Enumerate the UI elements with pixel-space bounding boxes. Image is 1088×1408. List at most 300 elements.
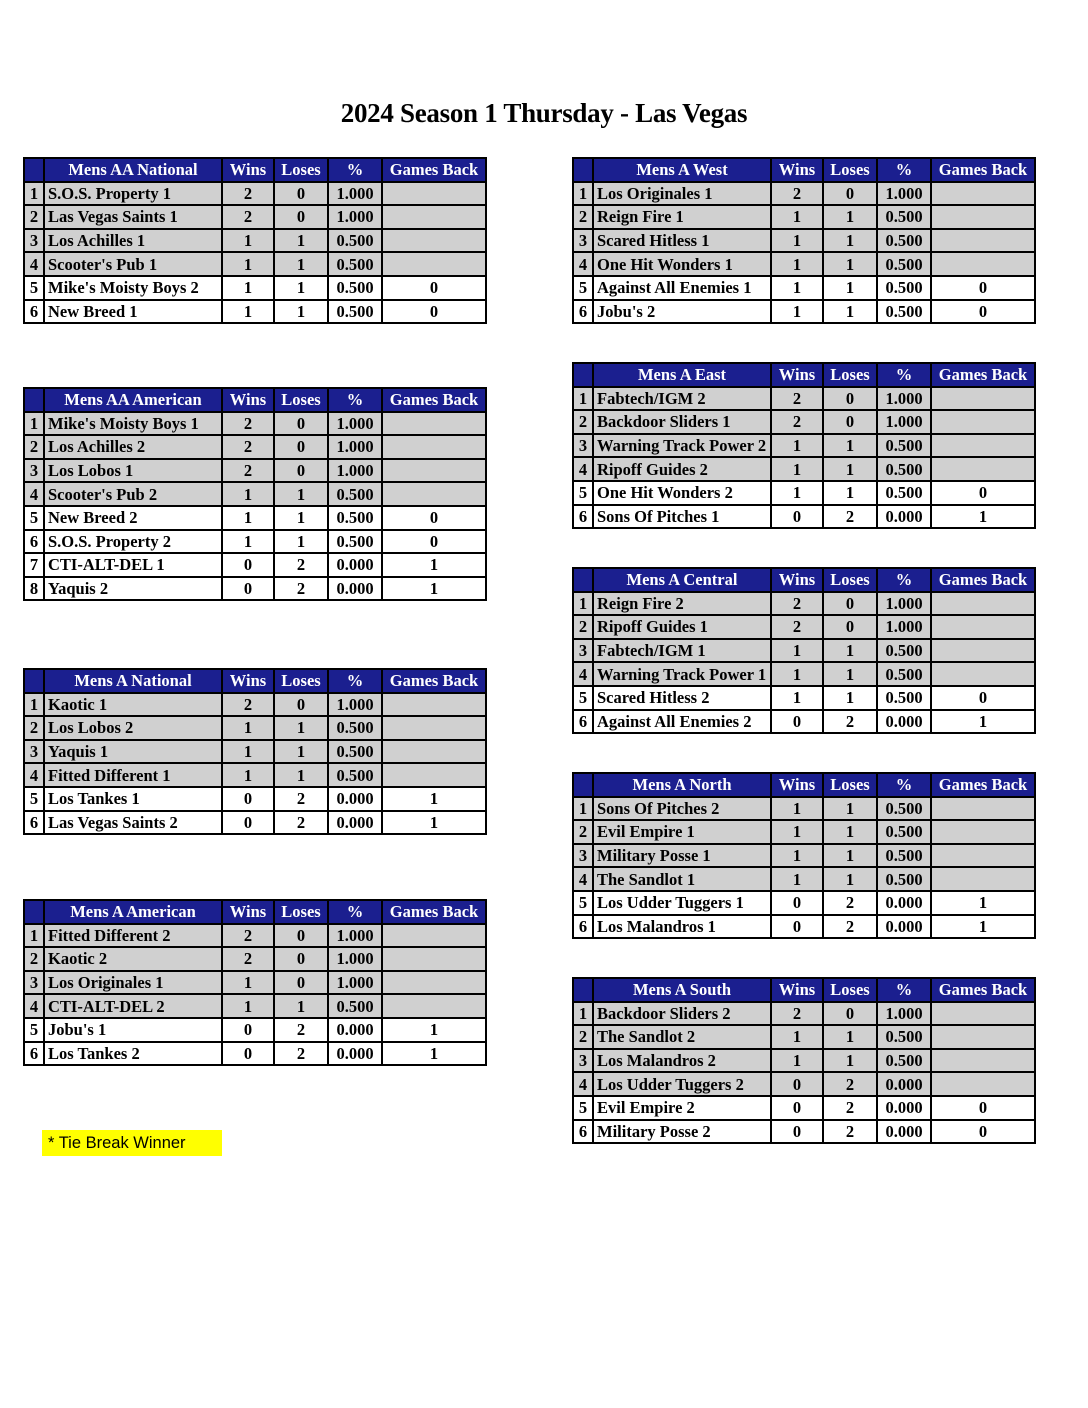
rank-header [24, 388, 44, 412]
team-name: One Hit Wonders 2 [593, 481, 771, 505]
pct-cell: 0.500 [877, 844, 931, 868]
wins-header: Wins [771, 158, 823, 182]
wins-cell: 1 [771, 300, 823, 324]
division-name: Mens A National [44, 669, 222, 693]
games-back-cell [382, 693, 486, 717]
loses-cell: 1 [274, 530, 328, 554]
loses-cell: 1 [823, 434, 877, 458]
rank-cell: 2 [24, 716, 44, 740]
wins-cell: 1 [771, 639, 823, 663]
rank-header [24, 900, 44, 924]
rank-cell: 5 [573, 1096, 593, 1120]
table-row [24, 553, 486, 577]
rank-cell: 4 [573, 252, 593, 276]
table-row [573, 710, 1035, 734]
wins-cell: 1 [771, 1049, 823, 1073]
rank-cell: 6 [24, 811, 44, 835]
team-name: Los Achilles 1 [44, 229, 222, 253]
games-back-cell [931, 182, 1035, 206]
team-name: The Sandlot 2 [593, 1025, 771, 1049]
loses-cell: 2 [274, 1042, 328, 1066]
pct-header: % [328, 669, 382, 693]
pct-cell: 0.500 [328, 229, 382, 253]
loses-cell: 2 [274, 1018, 328, 1042]
table-row [573, 434, 1035, 458]
games-back-cell [931, 1049, 1035, 1073]
loses-cell: 1 [823, 205, 877, 229]
loses-cell: 0 [823, 387, 877, 411]
rank-cell: 6 [573, 915, 593, 939]
loses-cell: 0 [274, 947, 328, 971]
wins-header: Wins [222, 900, 274, 924]
team-name: Yaquis 1 [44, 740, 222, 764]
wins-cell: 0 [771, 505, 823, 529]
loses-cell: 1 [823, 481, 877, 505]
rank-cell: 1 [24, 693, 44, 717]
pct-cell: 1.000 [877, 387, 931, 411]
loses-cell: 2 [274, 553, 328, 577]
loses-header: Loses [823, 773, 877, 797]
pct-header: % [877, 363, 931, 387]
tie-break-legend: * Tie Break Winner [42, 1130, 222, 1156]
table-row [24, 252, 486, 276]
games-back-cell [382, 716, 486, 740]
pct-cell: 1.000 [328, 971, 382, 995]
rank-cell: 5 [24, 1018, 44, 1042]
games-back-cell [382, 971, 486, 995]
games-back-cell [382, 205, 486, 229]
pct-cell: 0.500 [877, 229, 931, 253]
wins-cell: 2 [222, 182, 274, 206]
pct-cell: 0.500 [328, 252, 382, 276]
pct-header: % [328, 158, 382, 182]
pct-cell: 0.500 [877, 867, 931, 891]
pct-cell: 0.500 [877, 686, 931, 710]
team-name: Warning Track Power 1 [593, 662, 771, 686]
loses-cell: 1 [274, 740, 328, 764]
rank-header [24, 158, 44, 182]
wins-cell: 1 [771, 205, 823, 229]
team-name: Ripoff Guides 1 [593, 615, 771, 639]
table-row [573, 410, 1035, 434]
pct-cell: 1.000 [328, 693, 382, 717]
team-name: Reign Fire 1 [593, 205, 771, 229]
games-back-cell: 0 [931, 686, 1035, 710]
loses-cell: 0 [823, 592, 877, 616]
loses-cell: 1 [274, 763, 328, 787]
table-row [573, 229, 1035, 253]
rank-header [573, 158, 593, 182]
pct-cell: 0.500 [877, 1049, 931, 1073]
team-name: Los Malandros 2 [593, 1049, 771, 1073]
loses-cell: 0 [274, 924, 328, 948]
games-back-cell: 1 [382, 811, 486, 835]
wins-cell: 0 [222, 577, 274, 601]
pct-cell: 0.000 [328, 1018, 382, 1042]
team-name: Fitted Different 1 [44, 763, 222, 787]
page-title: 2024 Season 1 Thursday - Las Vegas [340, 98, 748, 128]
wins-cell: 1 [222, 229, 274, 253]
team-name: S.O.S. Property 2 [44, 530, 222, 554]
table-row [24, 459, 486, 483]
pct-cell: 1.000 [877, 1002, 931, 1026]
wins-cell: 0 [771, 1072, 823, 1096]
team-name: Mike's Moisty Boys 1 [44, 412, 222, 436]
table-row [24, 971, 486, 995]
table-row [573, 505, 1035, 529]
wins-cell: 1 [771, 797, 823, 821]
pct-cell: 0.000 [877, 505, 931, 529]
wins-cell: 0 [771, 891, 823, 915]
division-name: Mens AA National [44, 158, 222, 182]
games-back-header: Games Back [931, 568, 1035, 592]
pct-cell: 0.500 [328, 482, 382, 506]
wins-cell: 2 [771, 182, 823, 206]
team-name: New Breed 2 [44, 506, 222, 530]
rank-cell: 5 [24, 787, 44, 811]
team-name: New Breed 1 [44, 300, 222, 324]
division-name: Mens A American [44, 900, 222, 924]
team-name: Los Udder Tuggers 2 [593, 1072, 771, 1096]
loses-header: Loses [274, 158, 328, 182]
wins-cell: 0 [222, 1018, 274, 1042]
wins-cell: 1 [771, 252, 823, 276]
loses-cell: 1 [274, 252, 328, 276]
loses-cell: 1 [274, 482, 328, 506]
team-name: Evil Empire 2 [593, 1096, 771, 1120]
wins-cell: 2 [771, 615, 823, 639]
pct-header: % [877, 568, 931, 592]
loses-cell: 1 [274, 994, 328, 1018]
games-back-cell [931, 410, 1035, 434]
loses-cell: 0 [274, 182, 328, 206]
pct-cell: 0.500 [877, 205, 931, 229]
wins-cell: 1 [222, 763, 274, 787]
team-name: Reign Fire 2 [593, 592, 771, 616]
loses-cell: 1 [823, 686, 877, 710]
team-name: Backdoor Sliders 1 [593, 410, 771, 434]
rank-cell: 8 [24, 577, 44, 601]
table-row [24, 435, 486, 459]
rank-cell: 6 [24, 530, 44, 554]
wins-cell: 2 [222, 459, 274, 483]
games-back-cell [382, 459, 486, 483]
games-back-cell [931, 615, 1035, 639]
loses-cell: 1 [823, 276, 877, 300]
rank-cell: 2 [24, 435, 44, 459]
games-back-cell: 1 [931, 891, 1035, 915]
wins-cell: 2 [222, 205, 274, 229]
table-row [573, 820, 1035, 844]
pct-cell: 0.500 [328, 763, 382, 787]
table-row [24, 763, 486, 787]
wins-cell: 0 [222, 1042, 274, 1066]
table-header-row [24, 900, 486, 924]
loses-cell: 0 [274, 459, 328, 483]
loses-cell: 1 [274, 229, 328, 253]
table-row [573, 1049, 1035, 1073]
games-back-cell: 0 [382, 300, 486, 324]
loses-cell: 1 [823, 229, 877, 253]
team-name: CTI-ALT-DEL 1 [44, 553, 222, 577]
games-back-cell [931, 205, 1035, 229]
wins-cell: 0 [222, 787, 274, 811]
games-back-header: Games Back [931, 773, 1035, 797]
rank-cell: 6 [24, 300, 44, 324]
games-back-cell: 1 [931, 505, 1035, 529]
loses-cell: 0 [274, 971, 328, 995]
wins-cell: 0 [222, 811, 274, 835]
team-name: Sons Of Pitches 1 [593, 505, 771, 529]
rank-cell: 4 [573, 457, 593, 481]
wins-cell: 1 [222, 994, 274, 1018]
rank-cell: 7 [24, 553, 44, 577]
wins-cell: 1 [222, 506, 274, 530]
table-row [573, 252, 1035, 276]
wins-cell: 0 [771, 1096, 823, 1120]
games-back-header: Games Back [382, 900, 486, 924]
team-name: Scared Hitless 2 [593, 686, 771, 710]
pct-cell: 1.000 [877, 410, 931, 434]
rank-cell: 1 [24, 924, 44, 948]
rank-cell: 1 [24, 412, 44, 436]
table-row [573, 686, 1035, 710]
table-header-row [24, 158, 486, 182]
rank-cell: 1 [24, 182, 44, 206]
games-back-cell: 0 [931, 1120, 1035, 1144]
standings-table [572, 362, 1036, 529]
loses-header: Loses [823, 363, 877, 387]
loses-cell: 1 [274, 276, 328, 300]
wins-cell: 1 [222, 482, 274, 506]
pct-cell: 0.500 [328, 530, 382, 554]
games-back-cell [931, 639, 1035, 663]
table-row [573, 276, 1035, 300]
rank-cell: 1 [573, 592, 593, 616]
wins-cell: 2 [222, 435, 274, 459]
rank-cell: 4 [24, 482, 44, 506]
team-name: Los Udder Tuggers 1 [593, 891, 771, 915]
table-row [573, 205, 1035, 229]
loses-header: Loses [823, 158, 877, 182]
loses-cell: 0 [823, 1002, 877, 1026]
games-back-cell: 0 [931, 300, 1035, 324]
table-row [24, 787, 486, 811]
games-back-cell [931, 844, 1035, 868]
wins-cell: 1 [771, 844, 823, 868]
games-back-cell [931, 662, 1035, 686]
pct-cell: 0.000 [877, 1072, 931, 1096]
table-row [573, 639, 1035, 663]
pct-cell: 1.000 [328, 435, 382, 459]
table-row [573, 915, 1035, 939]
pct-cell: 1.000 [877, 592, 931, 616]
games-back-cell: 1 [931, 710, 1035, 734]
pct-cell: 0.500 [877, 276, 931, 300]
team-name: Yaquis 2 [44, 577, 222, 601]
table-header-row [24, 669, 486, 693]
division-name: Mens A West [593, 158, 771, 182]
rank-cell: 6 [573, 1120, 593, 1144]
team-name: Evil Empire 1 [593, 820, 771, 844]
division-name: Mens A East [593, 363, 771, 387]
team-name: Las Vegas Saints 2 [44, 811, 222, 835]
games-back-cell: 0 [931, 1096, 1035, 1120]
wins-cell: 1 [222, 252, 274, 276]
table-row [24, 994, 486, 1018]
games-back-cell: 0 [931, 481, 1035, 505]
pct-cell: 0.500 [328, 740, 382, 764]
table-row [24, 811, 486, 835]
rank-cell: 4 [573, 1072, 593, 1096]
team-name: Los Malandros 1 [593, 915, 771, 939]
wins-cell: 2 [222, 947, 274, 971]
games-back-cell [931, 867, 1035, 891]
wins-cell: 1 [222, 276, 274, 300]
team-name: CTI-ALT-DEL 2 [44, 994, 222, 1018]
games-back-header: Games Back [382, 669, 486, 693]
wins-cell: 2 [771, 1002, 823, 1026]
games-back-cell: 1 [382, 553, 486, 577]
wins-cell: 1 [771, 276, 823, 300]
pct-cell: 0.000 [328, 553, 382, 577]
table-row [573, 592, 1035, 616]
table-row [24, 229, 486, 253]
games-back-cell [931, 457, 1035, 481]
table-row [573, 797, 1035, 821]
games-back-cell [931, 387, 1035, 411]
games-back-cell [931, 252, 1035, 276]
wins-header: Wins [771, 978, 823, 1002]
wins-cell: 2 [222, 412, 274, 436]
standings-table [572, 977, 1036, 1144]
rank-cell: 2 [573, 205, 593, 229]
rank-cell: 4 [24, 763, 44, 787]
wins-cell: 0 [771, 1120, 823, 1144]
loses-cell: 1 [823, 662, 877, 686]
loses-cell: 1 [823, 797, 877, 821]
table-row [573, 1120, 1035, 1144]
wins-cell: 1 [771, 229, 823, 253]
team-name: Los Lobos 1 [44, 459, 222, 483]
team-name: Fabtech/IGM 1 [593, 639, 771, 663]
pct-cell: 0.500 [877, 1025, 931, 1049]
wins-cell: 0 [222, 553, 274, 577]
team-name: Scooter's Pub 1 [44, 252, 222, 276]
games-back-cell [382, 947, 486, 971]
table-row [24, 276, 486, 300]
table-row [573, 1002, 1035, 1026]
pct-cell: 0.000 [877, 891, 931, 915]
pct-cell: 0.500 [328, 276, 382, 300]
rank-cell: 2 [573, 615, 593, 639]
team-name: The Sandlot 1 [593, 867, 771, 891]
loses-cell: 0 [274, 435, 328, 459]
table-row [24, 482, 486, 506]
rank-cell: 5 [573, 276, 593, 300]
games-back-cell: 0 [382, 506, 486, 530]
team-name: Los Tankes 1 [44, 787, 222, 811]
rank-cell: 3 [24, 740, 44, 764]
pct-cell: 0.000 [877, 710, 931, 734]
team-name: Kaotic 2 [44, 947, 222, 971]
loses-cell: 1 [823, 457, 877, 481]
rank-cell: 2 [573, 410, 593, 434]
wins-header: Wins [771, 773, 823, 797]
team-name: Ripoff Guides 2 [593, 457, 771, 481]
loses-header: Loses [274, 669, 328, 693]
loses-cell: 2 [823, 915, 877, 939]
pct-cell: 0.500 [877, 639, 931, 663]
games-back-cell [382, 994, 486, 1018]
pct-cell: 1.000 [328, 205, 382, 229]
rank-header [573, 568, 593, 592]
wins-header: Wins [222, 388, 274, 412]
table-row [24, 577, 486, 601]
table-row [24, 947, 486, 971]
games-back-cell: 1 [382, 1042, 486, 1066]
team-name: Fitted Different 2 [44, 924, 222, 948]
team-name: Fabtech/IGM 2 [593, 387, 771, 411]
table-row [573, 481, 1035, 505]
pct-cell: 1.000 [328, 182, 382, 206]
games-back-cell: 1 [382, 787, 486, 811]
table-header-row [573, 773, 1035, 797]
wins-cell: 1 [222, 971, 274, 995]
pct-cell: 1.000 [877, 615, 931, 639]
loses-cell: 0 [823, 615, 877, 639]
games-back-cell [931, 1002, 1035, 1026]
games-back-cell: 1 [382, 1018, 486, 1042]
table-row [24, 693, 486, 717]
loses-cell: 1 [274, 716, 328, 740]
table-row [573, 662, 1035, 686]
loses-cell: 1 [823, 844, 877, 868]
games-back-cell: 0 [931, 276, 1035, 300]
rank-cell: 6 [573, 300, 593, 324]
loses-cell: 1 [823, 1025, 877, 1049]
games-back-header: Games Back [382, 388, 486, 412]
games-back-cell: 0 [382, 276, 486, 300]
team-name: Scooter's Pub 2 [44, 482, 222, 506]
pct-cell: 1.000 [328, 924, 382, 948]
pct-cell: 0.000 [877, 1096, 931, 1120]
team-name: Against All Enemies 2 [593, 710, 771, 734]
pct-cell: 1.000 [328, 947, 382, 971]
games-back-cell: 1 [382, 577, 486, 601]
table-header-row [573, 568, 1035, 592]
division-name: Mens A South [593, 978, 771, 1002]
wins-cell: 2 [771, 387, 823, 411]
team-name: Warning Track Power 2 [593, 434, 771, 458]
table-row [573, 891, 1035, 915]
team-name: Jobu's 1 [44, 1018, 222, 1042]
loses-cell: 2 [823, 710, 877, 734]
table-row [24, 300, 486, 324]
pct-cell: 0.500 [877, 662, 931, 686]
loses-cell: 2 [274, 787, 328, 811]
pct-cell: 0.000 [328, 787, 382, 811]
games-back-cell [931, 797, 1035, 821]
team-name: Los Originales 1 [44, 971, 222, 995]
pct-cell: 0.500 [877, 457, 931, 481]
rank-cell: 5 [24, 506, 44, 530]
rank-cell: 2 [24, 947, 44, 971]
rank-header [573, 773, 593, 797]
standings-table [23, 387, 487, 601]
games-back-cell: 1 [931, 915, 1035, 939]
rank-cell: 2 [573, 1025, 593, 1049]
